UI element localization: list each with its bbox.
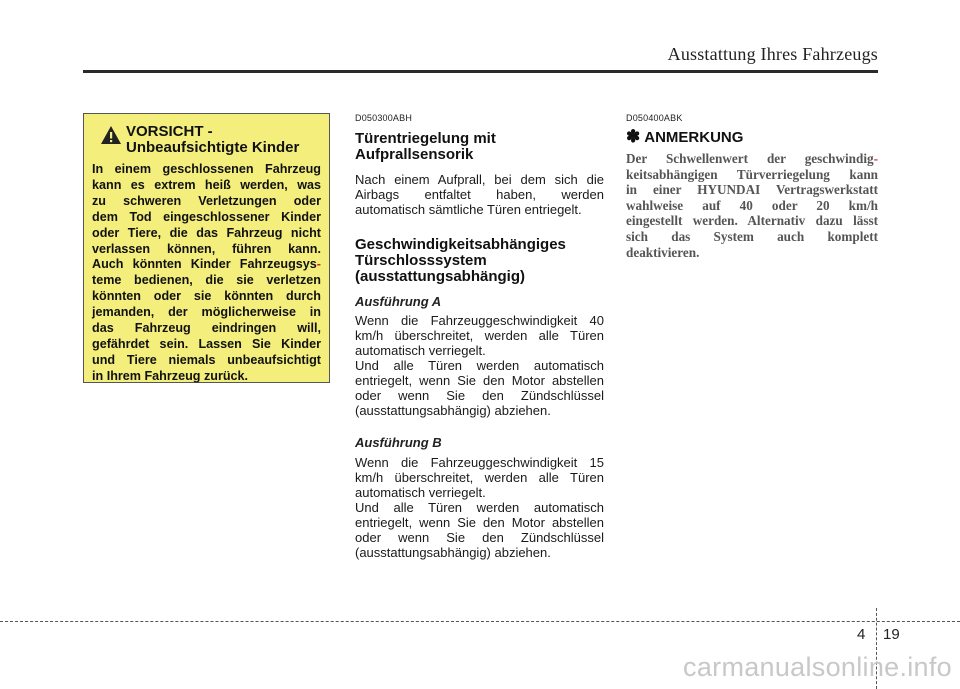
warning-body (92, 162, 321, 385)
warning-title (126, 124, 299, 156)
warning-line: oder Tiere, die das Fahrzeug nicht (92, 225, 321, 240)
note-body (626, 151, 878, 260)
warning-triangle-icon (100, 125, 122, 145)
variant-b-line: oder wenn Sie den Zündschlüssel (355, 530, 604, 545)
variant-a-line: Und alle Türen werden automatisch (355, 358, 604, 373)
variant-a-line: automatisch verriegelt. (355, 343, 486, 358)
variant-b-line: Wenn die Fahrzeuggeschwindigkeit 15 (355, 455, 604, 470)
note-line: deaktivieren. (626, 244, 700, 260)
variant-a-line: Wenn die Fahrzeuggeschwindigkeit 40 (355, 313, 604, 328)
note-line: sich das System auch komplett (626, 228, 878, 244)
variant-a-line: entriegelt, wenn Sie den Motor abstellen (355, 373, 604, 388)
section1-line: Nach einem Aufprall, bei dem sich die (355, 172, 604, 187)
warning-line: zu schweren Verletzungen oder (92, 193, 321, 208)
warning-line: dem Tod eingeschlossener Kinder (92, 209, 321, 224)
section1-body (355, 172, 604, 217)
warning-line: gefährdet sein. Lassen Sie Kinder (92, 336, 321, 351)
warning-box (83, 113, 330, 383)
chapter-number: 4 (857, 626, 866, 643)
warning-line: kann es extrem heiß werden, was (92, 177, 321, 192)
warning-line: In einem geschlossenen Fahrzeug (92, 162, 321, 176)
variant-b-line: km/h überschreitet, werden alle Türen (355, 470, 604, 485)
note-line: in einer HYUNDAI Vertragswerkstatt (626, 182, 878, 198)
variant-b-body (355, 455, 604, 560)
footer-rule (0, 621, 960, 622)
note-title: ANMERKUNG (644, 128, 744, 146)
warning-line: könnten oder sie könnten durch (92, 289, 321, 304)
variant-b-label: Ausführung B (355, 435, 442, 450)
warning-line-hyphenated (92, 257, 321, 273)
section1-line: Airbags entfaltet haben, werden (355, 187, 604, 202)
note-line: eingestellt werden. Alternativ dazu lässt (626, 213, 878, 229)
section1-title-line1: Türentriegelung mit (355, 130, 496, 147)
warning-line: und Tiere niemals unbeaufsichtigt (92, 352, 321, 367)
note-line-hyphenated (626, 151, 878, 167)
hyphen-mark: - (873, 151, 878, 166)
section2-title (355, 237, 604, 285)
right-column (626, 113, 878, 260)
warning-line: jemanden, der möglicherweise in (92, 305, 321, 320)
page-number: 19 (883, 626, 900, 643)
note-line: keitsabhängigen Türverriegelung kann (626, 166, 878, 182)
section1-title (355, 131, 604, 163)
note-code: D050400ABK (626, 113, 683, 123)
note-header (626, 127, 878, 147)
asterisk-icon: ✽ (626, 127, 641, 146)
hyphen-mark: - (316, 257, 321, 272)
variant-a-body (355, 313, 604, 418)
variant-a-label: Ausführung A (355, 294, 442, 309)
watermark-text: carmanualsonline.info (683, 652, 952, 682)
middle-column (355, 113, 604, 560)
warning-line: das Fahrzeug eindringen will, (92, 321, 321, 336)
note-line-text: Der Schwellenwert der geschwindig (626, 151, 874, 166)
variant-a-line: km/h überschreitet, werden alle Türen (355, 328, 604, 343)
section2-title-line2: Türschlosssystem (355, 252, 487, 269)
section1-line: automatisch sämtliche Türen entriegelt. (355, 202, 582, 217)
note-line: wahlweise auf 40 oder 20 km/h (626, 197, 878, 213)
variant-a-line: oder wenn Sie den Zündschlüssel (355, 388, 604, 403)
variant-b-line: automatisch verriegelt. (355, 485, 486, 500)
variant-b-line: entriegelt, wenn Sie den Motor abstellen (355, 515, 604, 530)
section1-title-line2: Aufprallsensorik (355, 146, 474, 163)
warning-title-line2: Unbeaufsichtigte Kinder (126, 139, 300, 156)
warning-header (100, 124, 321, 156)
section1-code: D050300ABH (355, 113, 413, 123)
variant-a-line: (ausstattungsabhängig) abziehen. (355, 403, 551, 418)
warning-line: teme bedienen, die sie verletzen (92, 273, 321, 288)
header-rule (83, 70, 878, 73)
warning-line: in Ihrem Fahrzeug zurück. (92, 368, 249, 383)
section2-title-line1: Geschwindigkeitsabhängiges (355, 236, 566, 253)
section2-title-line3: (ausstattungsabhängig) (355, 268, 526, 285)
page-header-title: Ausstattung Ihres Fahrzeugs (667, 44, 878, 64)
variant-b-line: (ausstattungsabhängig) abziehen. (355, 545, 551, 560)
variant-b-line: Und alle Türen werden automatisch (355, 500, 604, 515)
warning-title-line1: VORSICHT - (126, 123, 213, 140)
warning-line: verlassen können, führen kann. (92, 241, 321, 256)
warning-line-text: Auch könnten Kinder Fahrzeugsys (92, 257, 317, 272)
